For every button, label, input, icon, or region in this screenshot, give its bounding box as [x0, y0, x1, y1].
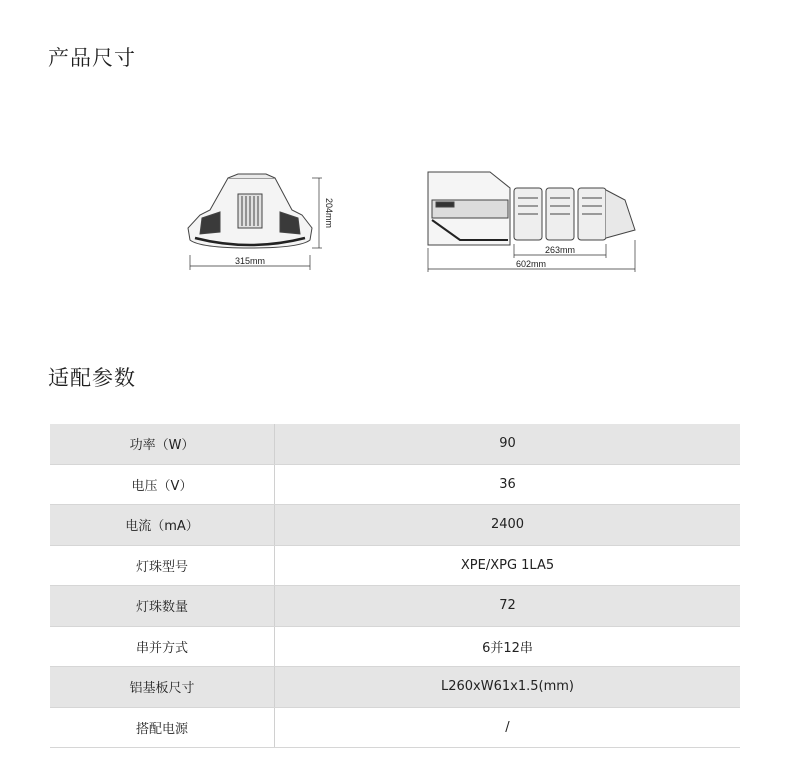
spec-key: 灯珠数量	[50, 586, 275, 627]
dimensions-title: 产品尺寸	[48, 46, 136, 70]
spec-value: L260xW61x1.5(mm)	[275, 667, 741, 708]
table-row	[50, 626, 740, 667]
spec-value: 6并12串	[275, 626, 741, 667]
spec-value: 36	[275, 464, 741, 505]
spec-key: 串并方式	[50, 626, 275, 667]
table-row	[50, 424, 740, 464]
spec-key: 搭配电源	[50, 707, 275, 748]
spec-key: 灯珠型号	[50, 545, 275, 586]
spec-value: /	[275, 707, 741, 748]
spec-key: 铝基板尺寸	[50, 667, 275, 708]
table-row	[50, 505, 740, 546]
table-row	[50, 707, 740, 748]
side-module-label: 263mm	[544, 245, 576, 255]
spec-key: 功率（W）	[50, 424, 275, 464]
spec-table	[50, 424, 740, 748]
spec-value: XPE/XPG 1LA5	[275, 545, 741, 586]
spec-key: 电流（mA）	[50, 505, 275, 546]
spec-key: 电压（V）	[50, 464, 275, 505]
front-height-label: 204mm	[324, 197, 334, 229]
spec-value: 90	[275, 424, 741, 464]
front-width-label: 315mm	[234, 256, 266, 266]
front-view-drawing	[180, 160, 334, 280]
spec-value: 2400	[275, 505, 741, 546]
specs-title: 适配参数	[48, 366, 136, 390]
side-length-label: 602mm	[515, 259, 547, 269]
table-row	[50, 667, 740, 708]
spec-value: 72	[275, 586, 741, 627]
table-row	[50, 464, 740, 505]
table-row	[50, 545, 740, 586]
side-view-drawing	[420, 160, 650, 280]
table-row	[50, 586, 740, 627]
